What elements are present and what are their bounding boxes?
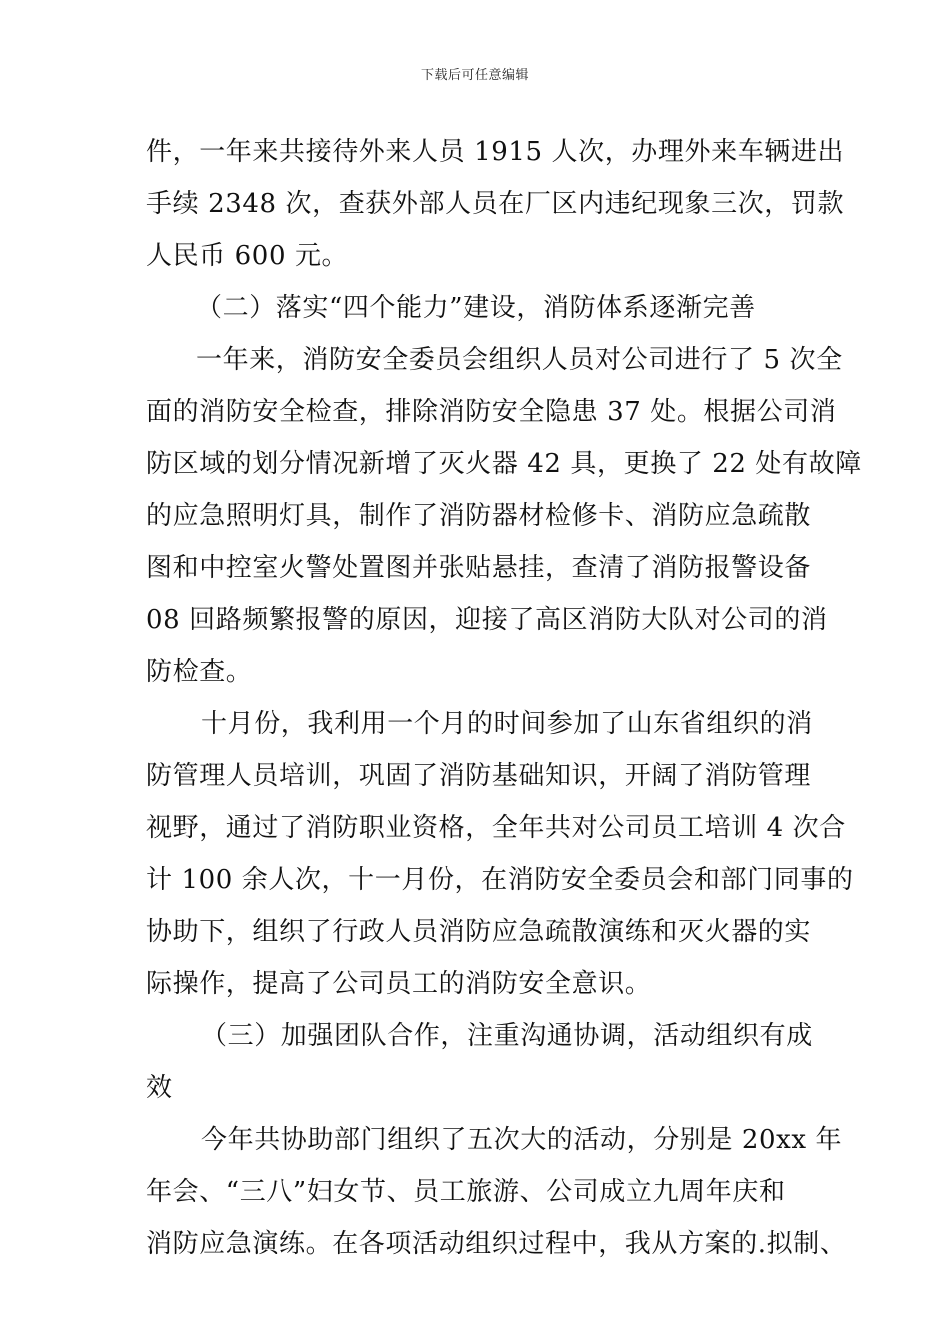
text-line: 计 100 余人次，十一月份，在消防安全委员会和部门同事的 — [146, 865, 854, 895]
text-line: 消防应急演练。在各项活动组织过程中，我从方案的.拟制、 — [146, 1229, 847, 1259]
text-line: 图和中控室火警处置图并张贴悬挂，查清了消防报警设备 — [146, 553, 812, 583]
text-line: 面的消防安全检查，排除消防安全隐患 37 处。根据公司消 — [146, 397, 837, 427]
text-line: 手续 2348 次，查获外部人员在厂区内违纪现象三次，罚款 — [146, 189, 845, 219]
text-line: 防检查。 — [146, 657, 253, 687]
text-line: 的应急照明灯具，制作了消防器材检修卡、消防应急疏散 — [146, 501, 812, 531]
text-line: 效 — [146, 1073, 173, 1103]
text-line: 防区域的划分情况新增了灭火器 42 具，更换了 22 处有故障 — [146, 449, 862, 479]
text-line: 防管理人员培训，巩固了消防基础知识，开阔了消防管理 — [146, 761, 812, 791]
text-line: 年会、“三八”妇女节、员工旅游、公司成立九周年庆和 — [146, 1177, 786, 1207]
document-body — [146, 126, 862, 1270]
text-line: 十月份，我利用一个月的时间参加了山东省组织的消 — [201, 709, 813, 739]
text-line: 人民币 600 元。 — [146, 241, 349, 271]
text-line: 协助下，组织了行政人员消防应急疏散演练和灭火器的实 — [146, 917, 812, 947]
text-line: 件，一年来共接待外来人员 1915 人次，办理外来车辆进出 — [146, 137, 845, 167]
text-line: 际操作，提高了公司员工的消防安全意识。 — [146, 969, 652, 999]
text-line: 一年来，消防安全委员会组织人员对公司进行了 5 次全 — [196, 345, 843, 375]
page-header: 下载后可任意编辑 — [420, 68, 529, 83]
text-line: 08 回路频繁报警的原因，迎接了高区消防大队对公司的消 — [146, 605, 828, 635]
text-line: （二）落实“四个能力”建设，消防体系逐渐完善 — [196, 293, 756, 323]
text-line: 今年共协助部门组织了五次大的活动，分别是 20xx 年 — [201, 1125, 843, 1155]
text-line: （三）加强团队合作，注重沟通协调，活动组织有成 — [201, 1021, 813, 1051]
text-line: 视野，通过了消防职业资格，全年共对公司员工培训 4 次合 — [146, 813, 846, 843]
